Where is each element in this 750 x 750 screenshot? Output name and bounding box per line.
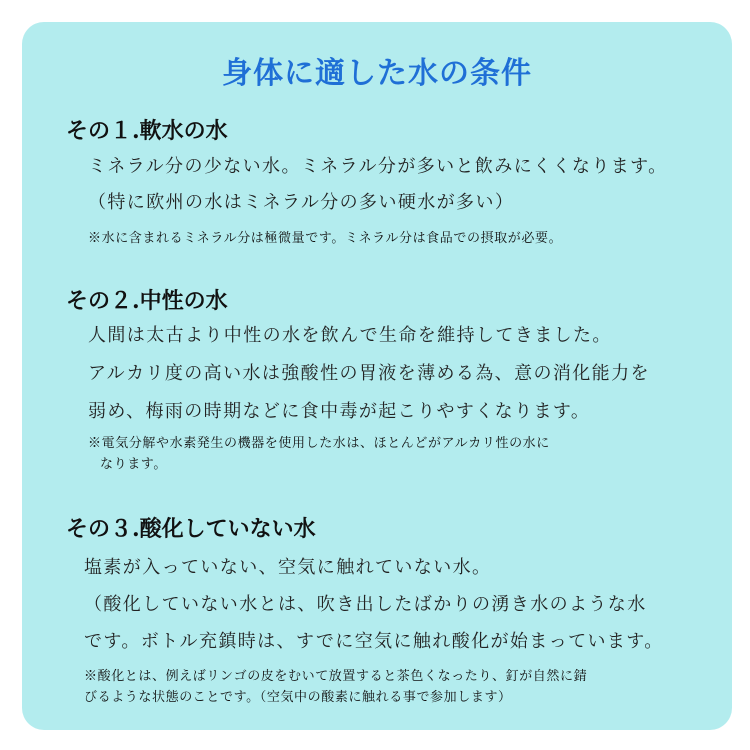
body-line: ミネラル分の少ない水。ミネラル分が多いと飲みにくくなります。 (88, 156, 668, 177)
conditions-card (22, 22, 732, 730)
section-heading: その１.軟水の水 (66, 118, 228, 144)
section-heading: その３.酸化していない水 (66, 516, 316, 542)
footnote: ※酸化とは、例えばリンゴの皮をむいて放置すると茶色くなったり、釘が自然に錆 (84, 669, 588, 684)
body-line: です。ボトル充鎮時は、すでに空気に触れ酸化が始まっています。 (84, 631, 664, 652)
footnote: びるような状態のことです。（空気中の酸素に触れる事で参加します） (84, 690, 512, 705)
section-heading: その２.中性の水 (66, 288, 228, 314)
body-line: アルカリ度の高い水は強酸性の胃液を薄める為、意の消化能力を (88, 363, 650, 384)
page-title: 身体に適した水の条件 (222, 56, 532, 91)
body-line: 人間は太古より中性の水を飲んで生命を維持してきました。 (88, 325, 612, 346)
body-line: 塩素が入っていない、空気に触れていない水。 (84, 557, 492, 578)
body-line: 弱め、梅雨の時期などに食中毒が起こりやすくなります。 (88, 401, 591, 422)
footnote: ※電気分解や水素発生の機器を使用した水は、ほとんどがアルカリ性の水に (88, 436, 550, 451)
body-line: （特に欧州の水はミネラル分の多い硬水が多い） (88, 192, 515, 213)
footnote: ※水に含まれるミネラル分は極微量です。ミネラル分は食品での摂取が必要。 (88, 231, 563, 246)
body-line: （酸化していない水とは、吹き出したばかりの湧き水のような水 (84, 594, 647, 615)
footnote: なります。 (100, 457, 167, 472)
